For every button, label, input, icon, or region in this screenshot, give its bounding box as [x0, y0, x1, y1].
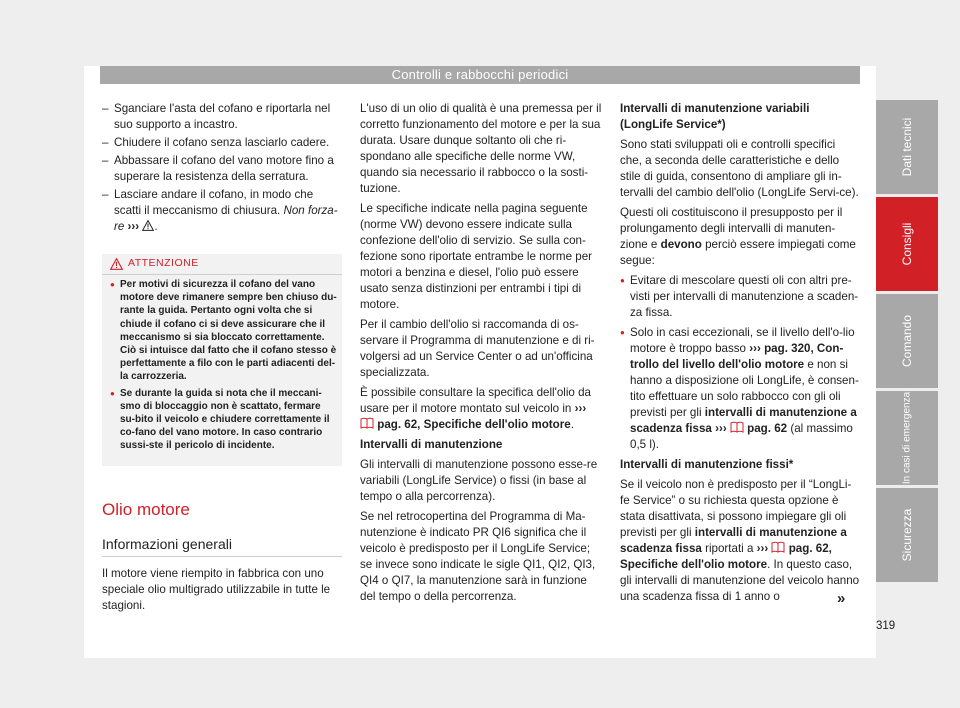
exception-text: Solo in casi eccezionali, se il livello dell'o-lio motore è troppo basso: [630, 326, 855, 355]
paragraph-pr-codes: Se nel retrocopertina del Programma di Ma-nutenzione è indicato PR QI6 significa che il veicolo è predisposto per il LongLife Service; se invece sono indicate le sigle QI1, QI2, QI3, QI4 o QI7, la manutenzione sarà in funzione del tempo o della percorrenza.: [360, 510, 596, 603]
section-subtitle: Informazioni generali: [102, 536, 232, 552]
tab-comando[interactable]: [876, 294, 938, 388]
tab-label: In casi di emergenza: [901, 391, 913, 485]
exception-emphasis: intervalli di manutenzione a scadenza fissa: [630, 406, 857, 435]
page-number: 319: [876, 620, 896, 632]
column-1: [102, 101, 342, 237]
page-62-link[interactable]: pag. 62: [747, 422, 788, 435]
tab-label: Dati tecnici: [900, 117, 914, 177]
step-2: – Chiudere il cofano senza lasciarlo cadere.: [102, 135, 342, 151]
step-4: – Lasciare andare il cofano, in modo che scatti il meccanismo di chiusura. Non forza-re ››› .: [102, 187, 342, 235]
column-3: [620, 101, 860, 609]
fixed-intervals-text-2: riportati a: [705, 542, 754, 555]
section-intro-text: Il motore viene riempito in fabbrica con uno speciale olio multigrado utilizzabile in tutte le stagioni.: [102, 567, 331, 612]
warning-title: ATTENZIONE: [128, 257, 199, 269]
step-1: – Sganciare l'asta del cofano e riportarla nel suo supporto a incastro.: [102, 101, 342, 133]
book-icon[interactable]: [771, 541, 785, 553]
exception-arrows[interactable]: ›››: [749, 342, 761, 355]
tab-sicurezza[interactable]: [876, 488, 938, 582]
exception-text-2: e non si hanno a disposizione oli LongLife, è consen-tito effettuare un solo rabbocco con gli oli previsti per gli: [630, 358, 859, 419]
fixed-intervals-text-3: . In questo caso, gli intervalli di manutenzione del veicolo hanno una scadenza fissa di 1 anno o: [620, 558, 860, 603]
tab-label: Comando: [900, 314, 914, 368]
tab-in-casi-di-emergenza[interactable]: [876, 391, 938, 485]
longlife-usage-emphasis: devono: [660, 238, 702, 251]
step-4-emphasis: Non forza-re: [114, 204, 338, 233]
tab-label: Consigli: [900, 222, 914, 266]
paragraph-oil-change: Per il cambio dell'olio si raccomanda di os-servare il Programma di manutenzione e di ri-volgersi ad un Service Center o ad un'officina specializzata.: [360, 318, 595, 379]
oil-spec-link-2[interactable]: pag. 62, Specifiche dell'olio motore: [620, 542, 832, 571]
oil-spec-ref-end: .: [570, 418, 574, 431]
heading-fixed-intervals: Intervalli di manutenzione fissi*: [620, 458, 794, 471]
paragraph-specifications: Le specifiche indicate nella pagina seguente (norme VW) devono essere indicate sulla confezione dell'olio di servizio. Se sulla con-fezione sono riportate entrambe le norme per motori a benzina e diesel, l'olio può essere usato senza distinzioni per entrambi i tipi di motore.: [360, 202, 593, 311]
fixed-intervals-text: Se il veicolo non è predisposto per il “LongLi-fe Service” o su richiesta questa opzione è stata disattivata, si possono impiegare gli oli previsti per gli: [620, 478, 852, 539]
tab-consigli[interactable]: [876, 197, 938, 291]
book-icon[interactable]: [730, 421, 744, 433]
paragraph-oil-spec-ref: [360, 385, 602, 433]
longlife-usage-text-end: perciò essere impiegati come segue:: [620, 238, 856, 267]
oil-level-link[interactable]: pag. 320, Con-trollo del livello dell'olio motore: [630, 342, 844, 371]
paragraph-longlife-usage: [620, 205, 860, 269]
warning-box: [102, 254, 342, 466]
heading-variable-intervals: Intervalli di manutenzione variabili (LongLife Service*): [620, 102, 810, 131]
column-2: [360, 101, 602, 609]
fixed-intervals-arrows[interactable]: ›››: [756, 542, 769, 555]
fixed-intervals-emphasis: intervalli di manutenzione a scadenza fissa: [620, 526, 847, 555]
bullet-exception: [620, 325, 860, 453]
section-divider: [102, 556, 342, 557]
heading-maintenance-intervals: Intervalli di manutenzione: [360, 438, 503, 451]
warning-body: [110, 278, 338, 456]
longlife-usage-text: Questi oli costituiscono il presupposto per il prolungamento degli intervalli di manuten-zione e: [620, 206, 843, 251]
step-3: – Abbassare il cofano del vano motore fino a superare la resistenza della serratura.: [102, 153, 342, 185]
oil-spec-ref-arrows[interactable]: ›››: [574, 402, 587, 415]
paragraph-intervals: Gli intervalli di manutenzione possono esse-re variabili (LongLife Service) o fissi (in base al tempo o alla percorrenza).: [360, 458, 598, 503]
warning-triangle-icon: [110, 258, 123, 270]
exception-text-3: (al massimo 0,5 l).: [630, 422, 853, 451]
warning-triangle-icon[interactable]: [142, 220, 154, 231]
step-4-arrows[interactable]: ›››: [127, 220, 140, 233]
section-title: Olio motore: [102, 500, 190, 519]
warning-item-1: ● Per motivi di sicurezza il cofano del vano motore deve rimanere sempre ben chiuso du-rante la guida. Pertanto ogni volta che si chiude il cofano ci si deve assicurare che il meccanismo si sia bloccato correttamente. Ciò si intuisce dal fatto che il cofano stesso è perfettamente a filo con le parti adiacenti del-la carrozzeria.: [110, 278, 338, 384]
page-header: Controlli e rabbocchi periodici: [100, 66, 860, 84]
step-4-text: Lasciare andare il cofano, in modo che scatti il meccanismo di chiusura.: [114, 188, 314, 217]
warning-box-header: [102, 254, 342, 275]
book-icon[interactable]: [360, 417, 374, 429]
oil-spec-link[interactable]: pag. 62, Specifiche dell'olio motore: [377, 418, 571, 431]
section-intro: [102, 566, 342, 618]
exception-arrows-2[interactable]: ›››: [715, 422, 727, 435]
tab-dati-tecnici[interactable]: [876, 100, 938, 194]
paragraph-longlife-oils: Sono stati sviluppati oli e controlli specifici che, a seconda delle caratteristiche e dello stile di guida, consentono di ampliare gli in-tervalli del cambio dell'olio (LongLife Servi-ce).: [620, 138, 859, 199]
paragraph-fixed-intervals: [620, 477, 860, 605]
warning-item-2: ● Se durante la guida si nota che il meccani-smo di bloccaggio non è scattato, fermare su-bito il veicolo e chiudere correttamente il co-fano del vano motore. In caso contrario sussi-ste il pericolo di incidente.: [110, 387, 338, 453]
bullet-no-mixing: ● Evitare di mescolare questi oli con altri pre-visti per intervalli di manutenzione a scaden-za fissa.: [620, 273, 860, 321]
continue-marker: »: [837, 590, 846, 607]
oil-spec-ref-text: È possibile consultare la specifica dell'olio da usare per il motore montato sul veicolo in: [360, 386, 591, 415]
paragraph-oil-quality: L'uso di un olio di qualità è una premessa per il corretto funzionamento del motore e per la sua durata. Usare dunque soltanto oli che ri-spondano alle specifiche delle norme VW, quando sia necessario il rabbocco o la sosti-tuzione.: [360, 102, 602, 195]
tab-label: Sicurezza: [900, 508, 914, 562]
